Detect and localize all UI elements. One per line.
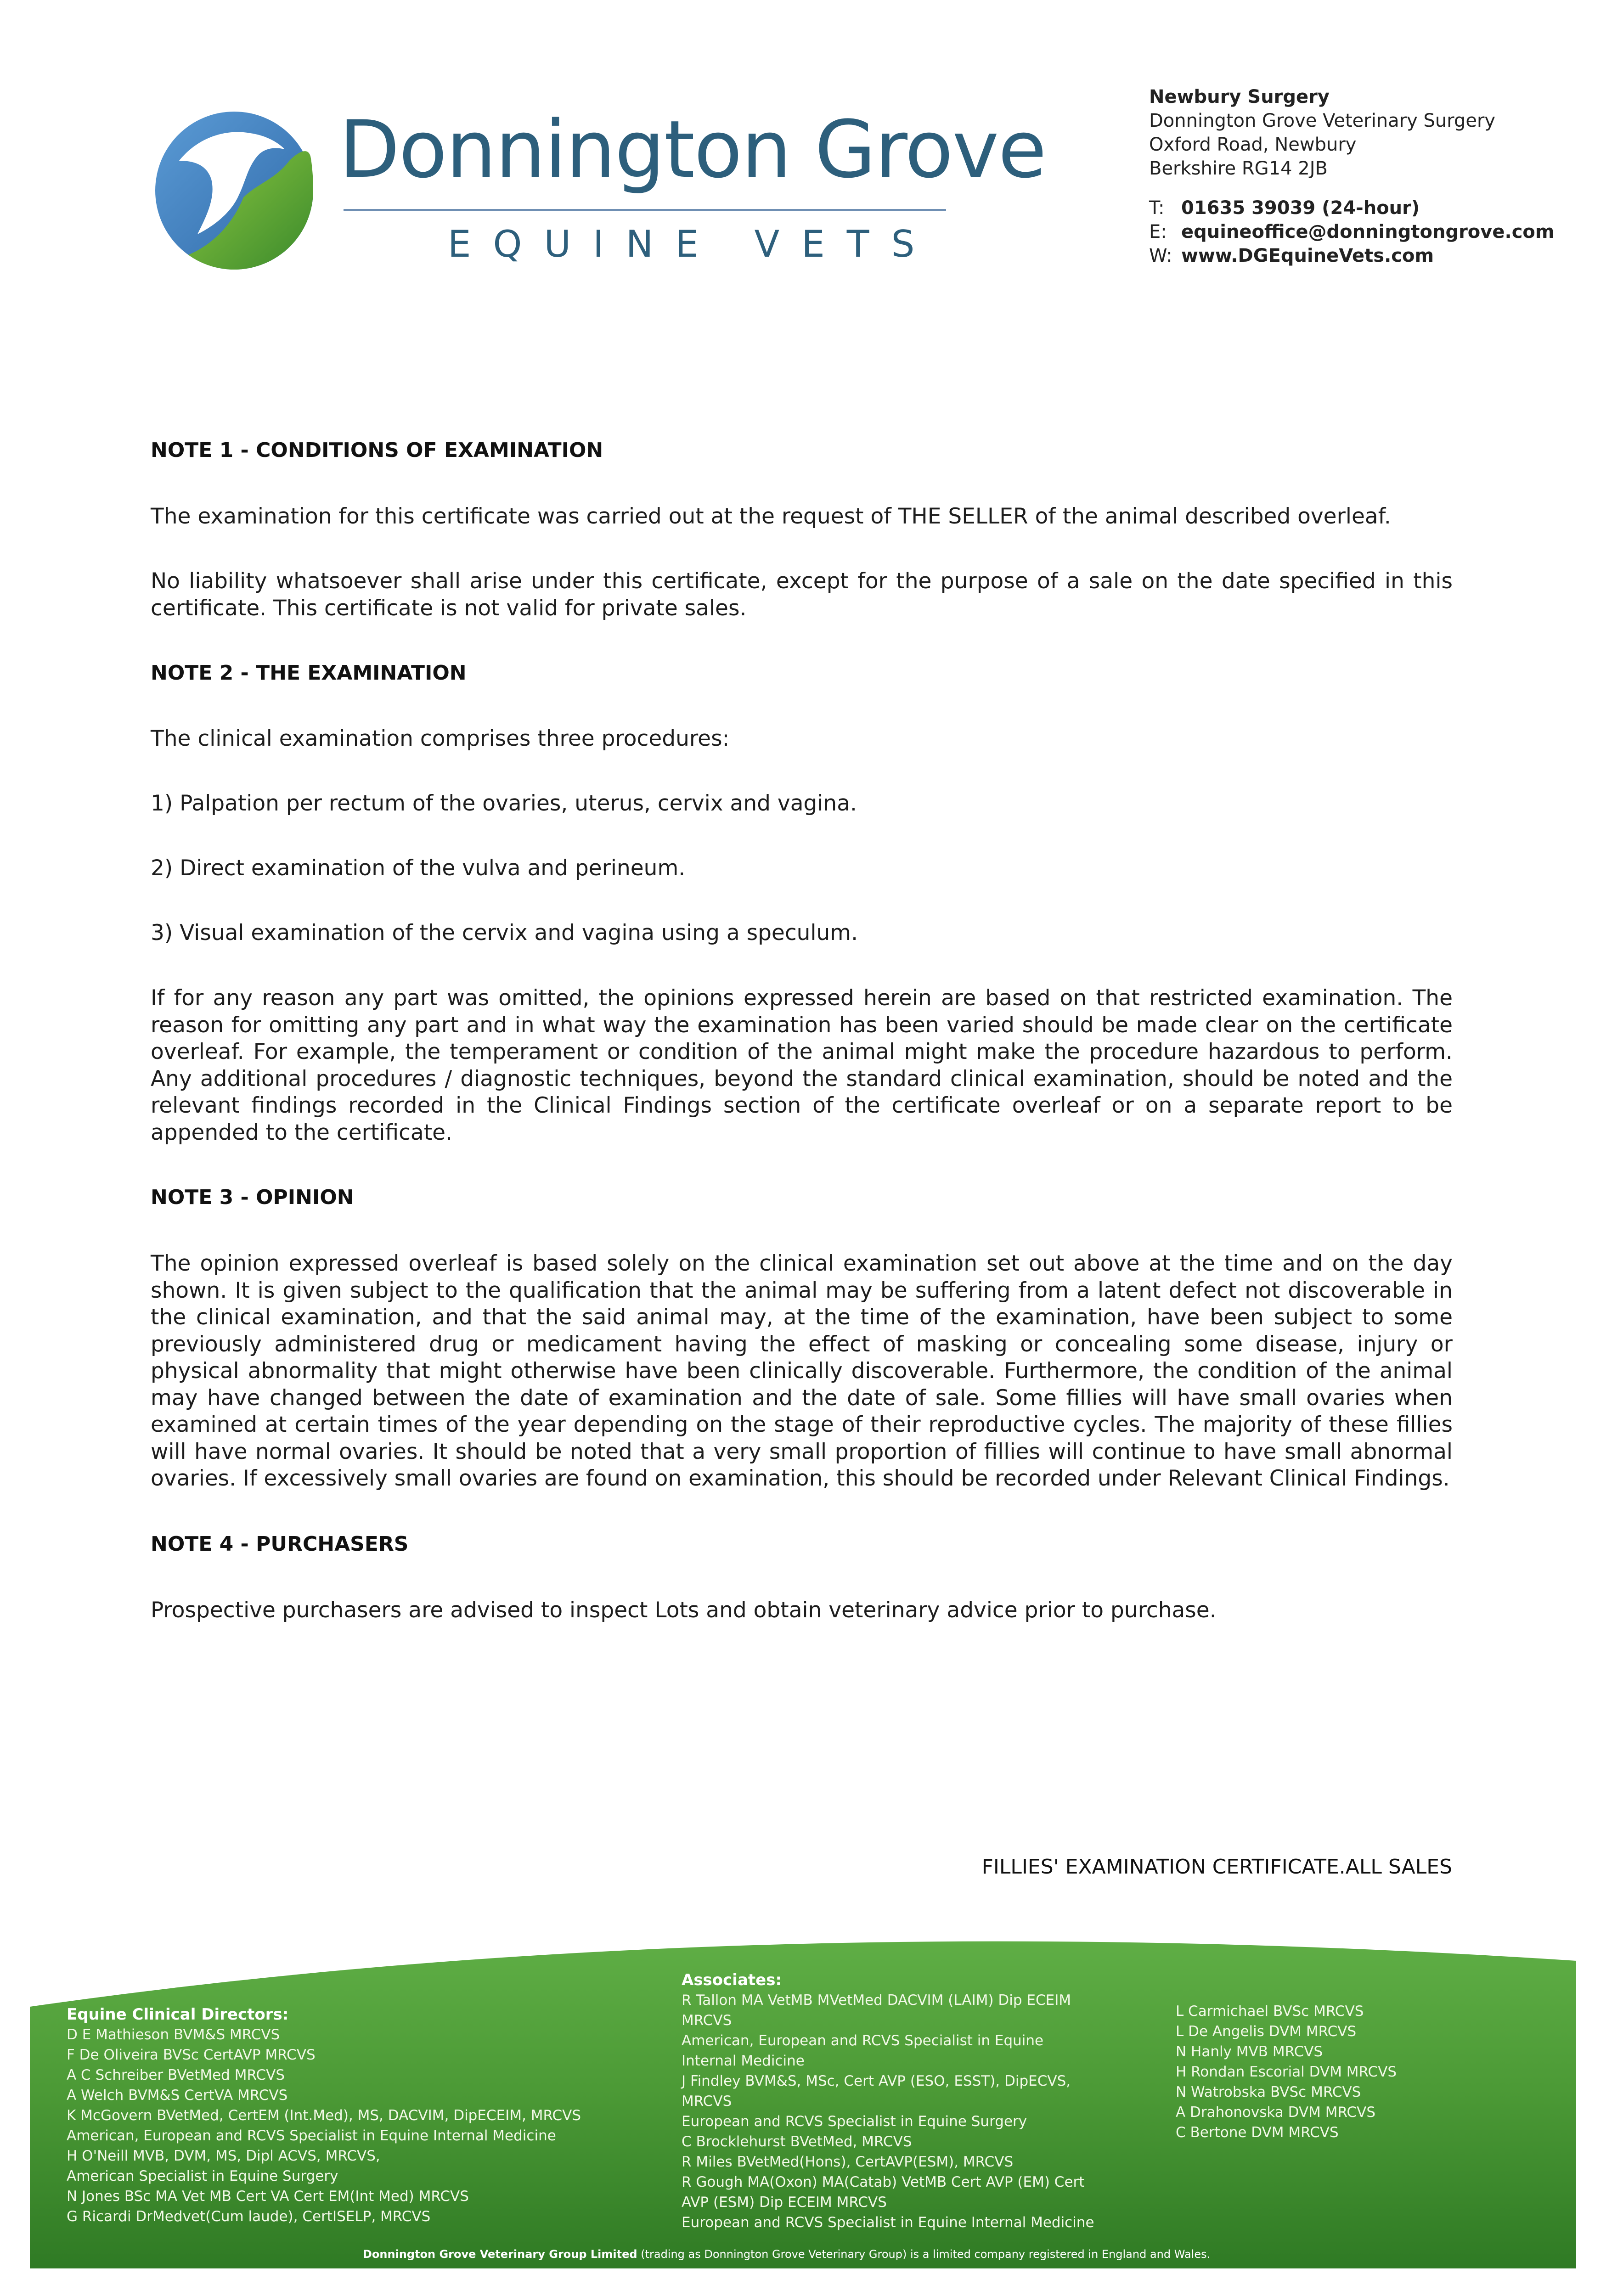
director-entry: F De Oliveira BVSc CertAVP MRCVS [67, 2047, 316, 2063]
note3-paragraph: The opinion expressed overleaf is based solely on the clinical examination set out above at the time and on the day shown. It is given subject to the qualification that the animal may be suffering from a latent defect not discoverable in the clinical examination, and that the said animal may, at the time of the examination, have been subject to some previously administered drug or medicament having the effect of masking or concealing some disease, injury or physical abnormality that might otherwise have been clinically discoverable. Furthermore, the condition of the animal may have changed between the date of examination and the date of sale. Some fillies will have small ovaries when examined at certain times of the year depending on the stage of their reproductive cycles. The majority of these fillies will have normal ovaries. It should be noted that a very small proportion of fillies will continue to have small abnormal ovaries. If excessively small ovaries are found on examination, this should be recorded under Relevant Clinical Findings. [151, 1251, 1453, 1491]
procedure-item-1: 1) Palpation per rectum of the ovaries, uterus, cervix and vagina. [151, 791, 857, 816]
address-line: Donnington Grove Veterinary Surgery [1149, 110, 1496, 131]
web-link[interactable]: www.DGEquineVets.com [1181, 245, 1434, 266]
brand-divider [344, 209, 946, 211]
email-row [1149, 220, 1555, 244]
note4-paragraph: Prospective purchasers are advised to inspect Lots and obtain veterinary advice prior to purchase. [151, 1598, 1217, 1623]
director-entry: G Ricardi DrMedvet(Cum laude), CertISELP, MRCVS [67, 2208, 431, 2225]
address-line: Oxford Road, Newbury [1149, 134, 1357, 155]
associate-entry: R Gough MA(Oxon) MA(Catab) VetMB Cert AVP (EM) Cert AVP (ESM) Dip ECEIM MRCVS [682, 2174, 1085, 2211]
address-line: Berkshire RG14 2JB [1149, 158, 1328, 179]
company-registration [363, 2248, 1210, 2261]
contact-block [1149, 85, 1555, 268]
web-label: W: [1149, 245, 1172, 266]
director-entry: American, European and RCVS Specialist in Equine Internal Medicine [67, 2127, 556, 2144]
note3-heading: NOTE 3 - OPINION [151, 1186, 354, 1209]
phone-number[interactable]: 01635 39039 (24-hour) [1181, 197, 1420, 219]
directors-heading: Equine Clinical Directors: [67, 2005, 289, 2024]
directors-column [67, 2004, 581, 2227]
associate-entry: American, European and RCVS Specialist in Equine Internal Medicine [682, 2032, 1044, 2069]
director-entry: A Welch BVM&S CertVA MRCVS [67, 2087, 288, 2104]
note1-paragraph-2: No liability whatsoever shall arise under this certificate, except for the purpose of a sale on the date specified in this certificate. This certificate is not valid for private sales. [151, 568, 1453, 621]
director-entry: A C Schreiber BVetMed MRCVS [67, 2067, 285, 2083]
procedure-item-2: 2) Direct examination of the vulva and perineum. [151, 855, 686, 881]
phone-row [1149, 196, 1555, 220]
associates-heading: Associates: [682, 1971, 782, 1989]
director-entry: N Jones BSc MA Vet MB Cert VA Cert EM(Int Med) MRCVS [67, 2188, 469, 2205]
director-entry: American Specialist in Equine Surgery [67, 2168, 338, 2184]
vet-entry: L Carmichael BVSc MRCVS [1176, 2003, 1364, 2020]
vets-column [1176, 2001, 1397, 2143]
logo-horse-icon [152, 106, 317, 276]
form-title: FILLIES' EXAMINATION CERTIFICATE.ALL SALES [981, 1855, 1452, 1879]
note1-heading: NOTE 1 - CONDITIONS OF EXAMINATION [151, 439, 603, 462]
vet-entry: A Drahonovska DVM MRCVS [1176, 2104, 1376, 2121]
note2-omitted-paragraph: If for any reason any part was omitted, the opinions expressed herein are based on that restricted examination. The reason for omitting any part and in what way the examination has been varied should be made clear on the certificate overleaf. For example, the temperament or condition of the animal might make the procedure hazardous to perform. Any additional procedures / diagnostic techniques, beyond the standard clinical examination, should be noted and the relevant findings recorded in the Clinical Findings section of the certificate overleaf or on a separate report to be appended to the certificate. [151, 985, 1453, 1145]
vet-entry: N Hanly MVB MRCVS [1176, 2043, 1323, 2060]
note1-paragraph-1: The examination for this certificate was carried out at the request of THE SELLER of the animal described overleaf. [151, 504, 1391, 529]
phone-label: T: [1149, 197, 1165, 219]
company-name: Donnington Grove Veterinary Group Limited [363, 2248, 637, 2261]
email-label: E: [1149, 221, 1167, 242]
note2-heading: NOTE 2 - THE EXAMINATION [151, 661, 467, 685]
associates-column [682, 1970, 1095, 2233]
vet-entry: C Bertone DVM MRCVS [1176, 2124, 1339, 2141]
note2-intro: The clinical examination comprises three procedures: [151, 726, 730, 751]
vet-entry: H Rondan Escorial DVM MRCVS [1176, 2064, 1397, 2080]
note4-heading: NOTE 4 - PURCHASERS [151, 1532, 409, 1556]
director-entry: K McGovern BVetMed, CertEM (Int.Med), MS, DACVIM, DipECEIM, MRCVS [67, 2107, 581, 2124]
associate-entry: C Brocklehurst BVetMed, MRCVS [682, 2133, 912, 2150]
vet-entry: N Watrobska BVSc MRCVS [1176, 2084, 1361, 2100]
associate-entry: R Miles BVetMed(Hons), CertAVP(ESM), MRCVS [682, 2154, 1014, 2170]
associate-entry: J Findley BVM&S, MSc, Cert AVP (ESO, ESST), DipECVS, MRCVS [682, 2073, 1071, 2110]
associate-entry: European and RCVS Specialist in Equine Internal Medicine [682, 2214, 1094, 2231]
email-link[interactable]: equineoffice@donningtongrove.com [1181, 221, 1555, 242]
company-note: (trading as Donnington Grove Veterinary Group) is a limited company registered in England and Wales. [641, 2248, 1211, 2261]
associate-entry: R Tallon MA VetMB MVetMed DACVIM (LAIM) Dip ECEIM MRCVS [682, 1992, 1071, 2029]
procedure-item-3: 3) Visual examination of the cervix and vagina using a speculum. [151, 920, 858, 945]
surgery-name: Newbury Surgery [1149, 86, 1330, 107]
brand-tagline: EQUINE VETS [448, 223, 937, 265]
director-entry: H O'Neill MVB, DVM, MS, Dipl ACVS, MRCVS, [67, 2148, 380, 2164]
brand-name: Donnington Grove [339, 103, 1046, 196]
director-entry: D E Mathieson BVM&S MRCVS [67, 2026, 280, 2043]
associate-entry: European and RCVS Specialist in Equine Surgery [682, 2113, 1027, 2130]
vet-entry: L De Angelis DVM MRCVS [1176, 2023, 1357, 2040]
web-row [1149, 244, 1555, 268]
